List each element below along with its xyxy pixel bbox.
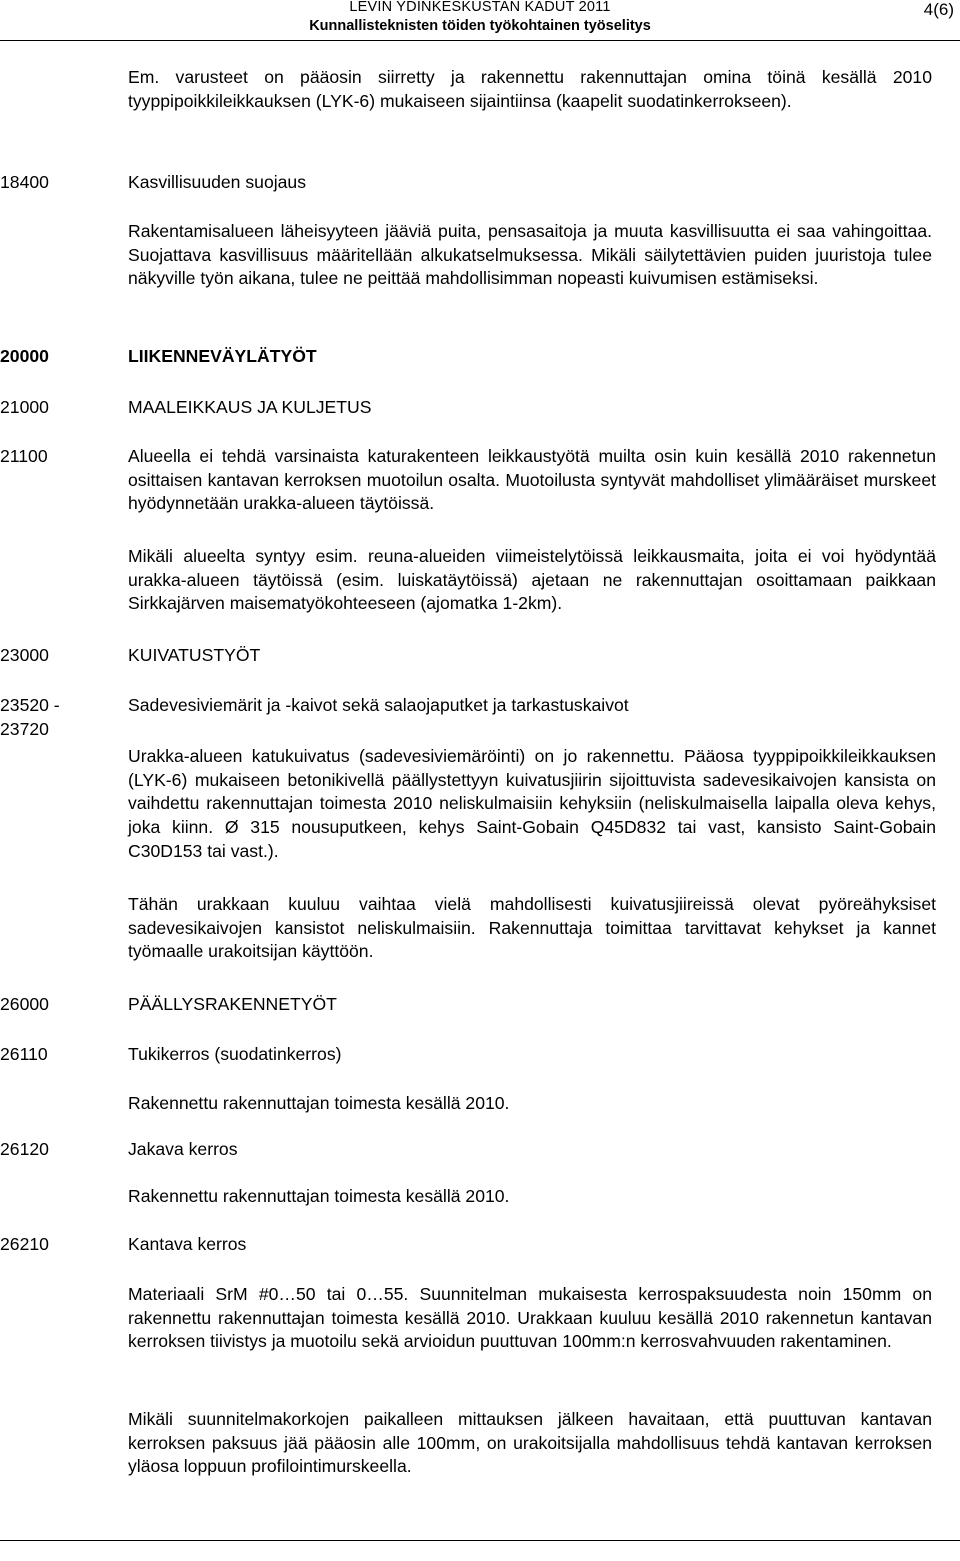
section-paragraph: Rakennettu rakennuttajan toimesta kesällä 2010.	[128, 1186, 510, 1206]
section-title: Tukikerros (suodatinkerros)	[128, 1044, 342, 1064]
section-code-end: 23720	[0, 719, 49, 739]
section-paragraph: Mikäli alueelta syntyy esim. reuna-alueiden viimeistelytöissä leikkausmaita, joita ei voi hyödyntää urakka-alueen täytöissä (esim. luiskatäytöissä) ajetaan ne rakennuttajan osoittamaan paikkaan Sirkkajärven maisematyökohteeseen (ajomatka 1-2km).	[128, 546, 936, 614]
section-paragraph: Materiaali SrM #0…50 tai 0…55. Suunnitelman mukaisesta kerrospaksuudesta noin 150mm on rakennettu rakennuttajan toimesta kesällä 2010. Urakkaan kuuluu kesällä 2010 rakennetun kantavan kerroksen tiivistys ja muotoilu sekä arvioidun puuttuvan 100mm:n kerrosvahvuuden rakentaminen.	[128, 1284, 932, 1352]
section-title: MAALEIKKAUS JA KULJETUS	[128, 397, 372, 417]
section-code: 26000	[0, 994, 49, 1014]
section-code: 23520 -	[0, 695, 60, 715]
section-code: 18400	[0, 172, 49, 192]
section-code: 20000	[0, 346, 49, 366]
section-title: Kasvillisuuden suojaus	[128, 172, 306, 192]
section-paragraph: Urakka-alueen katukuivatus (sadevesiviemäröinti) on jo rakennettu. Pääosa tyyppipoikkileikkauksen (LYK-6) mukaiseen betonikivellä päällystettyyn kuivatusjiirin sijoittuvista sadevesikaivojen kansista on vaihdettu rakennuttajan toimesta 2010 neliskulmaisiin kehyksiin (neliskulmaisella laipalla oleva kehys, joka kiinn. Ø 315 nousuputkeen, kehys Saint-Gobain Q45D832 tai vast, kansisto Saint-Gobain C30D153 tai vast.).	[128, 746, 936, 861]
section-paragraph: Tähän urakkaan kuuluu vaihtaa vielä mahdollisesti kuivatusjiireissä olevat pyöreähyksiset sadevesikaivojen kansistot neliskulmaisiin. Rakennuttaja toimittaa tarvittavat kehykset ja kannet työmaalle urakoitsijan käyttöön.	[128, 894, 936, 962]
section-code: 26210	[0, 1234, 49, 1254]
section-paragraph: Rakennettu rakennuttajan toimesta kesällä 2010.	[128, 1093, 510, 1113]
section-code: 26110	[0, 1044, 48, 1064]
section-title: Sadevesiviemärit ja -kaivot sekä salaojaputket ja tarkastuskaivot	[128, 695, 629, 715]
section-code: 21000	[0, 397, 49, 417]
section-code: 23000	[0, 645, 49, 665]
page-number: 4(6)	[923, 0, 954, 19]
page-header	[0, 0, 960, 40]
header-title: LEVIN YDINKESKUSTAN KADUT 2011	[349, 0, 611, 15]
footer-rule	[0, 1540, 960, 1541]
section-title: PÄÄLLYSRAKENNETYÖT	[128, 994, 337, 1014]
section-paragraph: Rakentamisalueen läheisyyteen jääviä puita, pensasaitoja ja muuta kasvillisuutta ei saa vahingoittaa. Suojattava kasvillisuus määritellään alkukatselmuksessa. Mikäli säilytettävien puiden juuristoja tulee näkyville työn aikana, tulee ne peittää mahdollisimman nopeasti kuivumisen estämiseksi.	[128, 221, 932, 289]
intro-paragraph: Em. varusteet on pääosin siirretty ja rakennettu rakennuttajan omina töinä kesällä 2010 tyyppipoikkileikkauksen (LYK-6) mukaiseen sijaintiinsa (kaapelit suodatinkerrokseen).	[128, 67, 932, 111]
section-code: 21100	[0, 446, 48, 466]
section-paragraph: Mikäli suunnitelmakorkojen paikalleen mittauksen jälkeen havaitaan, että puuttuvan kantavan kerroksen paksuus jää pääosin alle 100mm, on urakoitsijalla mahdollisuus tehdä kantavan kerroksen yläosa loppuun profilointimurskeella.	[128, 1409, 932, 1477]
section-code: 26120	[0, 1139, 49, 1159]
section-paragraph: Alueella ei tehdä varsinaista katurakenteen leikkaustyötä muilta osin kuin kesällä 2010 rakennetun osittaisen kantavan kerroksen muotoilun osalta. Muotoilusta syntyvät mahdolliset ylimääräiset murskeet hyödynnetään urakka-alueen täytöissä.	[128, 446, 936, 514]
header-subtitle: Kunnallisteknisten töiden työkohtainen työselitys	[309, 18, 651, 34]
section-title: Kantava kerros	[128, 1234, 247, 1254]
section-title: KUIVATUSTYÖT	[128, 645, 261, 665]
header-rule	[0, 40, 960, 41]
section-title: Jakava kerros	[128, 1139, 238, 1159]
section-title: LIIKENNEVÄYLÄTYÖT	[128, 346, 317, 366]
